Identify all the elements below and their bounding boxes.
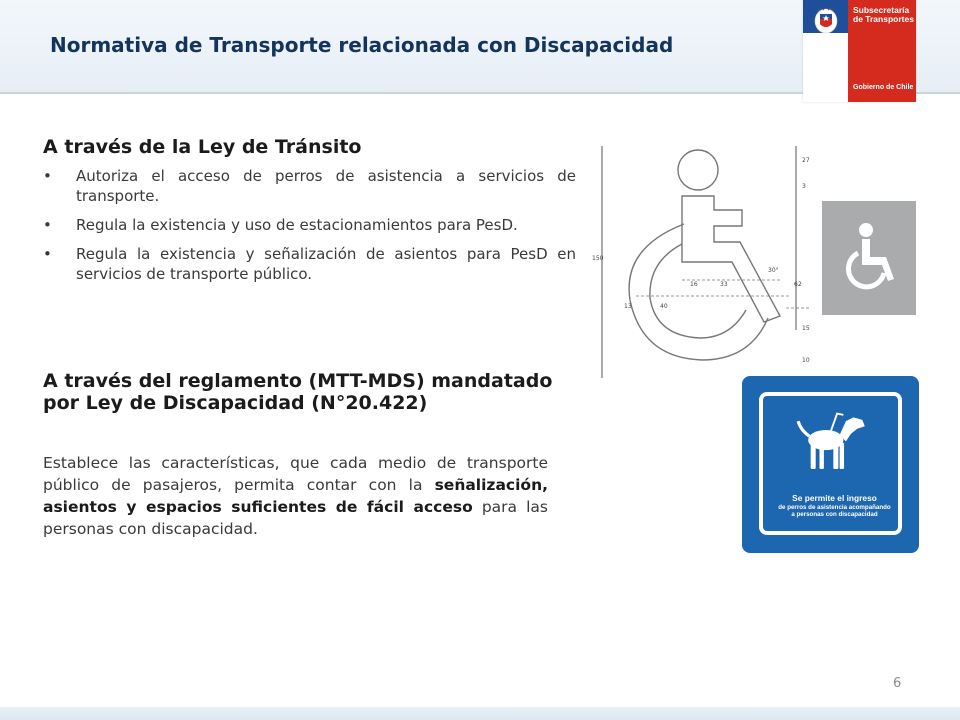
- dim-label: 33: [720, 281, 728, 288]
- dim-label: 40: [660, 303, 668, 310]
- dim-label: 16: [690, 281, 698, 288]
- logo-text-subsecretaria: Subsecretaría de Transportes: [853, 5, 914, 25]
- bullet-list: [43, 166, 576, 293]
- dog-sign-frame: [759, 392, 902, 535]
- dog-sign-caption: [767, 494, 902, 518]
- bullet-text: Autoriza el acceso de perros de asistencia a servicios de transporte.: [76, 167, 576, 205]
- list-item: [43, 244, 576, 284]
- bullet-text: Regula la existencia y uso de estacionamientos para PesD.: [76, 216, 518, 234]
- slide-title: Normativa de Transporte relacionada con Discapacidad: [50, 33, 674, 57]
- section-heading-reglamento: A través del reglamento (MTT-MDS) mandatado por Ley de Discapacidad (N°20.422): [43, 370, 553, 414]
- logo-flag-white: [803, 33, 848, 102]
- bullet-marker: •: [43, 216, 52, 234]
- dim-label: 3: [802, 183, 806, 190]
- page-number: 6: [893, 676, 902, 691]
- para-bold-senalizacion: señalización: [434, 476, 543, 494]
- dim-label: 62: [794, 281, 802, 288]
- dim-label: 15: [802, 325, 810, 332]
- para-text-3: para las personas con discapacidad.: [43, 498, 548, 538]
- bullet-marker: •: [43, 167, 52, 185]
- bullet-marker: •: [43, 245, 52, 263]
- dim-label: 13: [624, 303, 632, 310]
- section-heading-ley-transito: A través de la Ley de Tránsito: [43, 136, 362, 158]
- para-text-1: Establece las características, que cada medio de transporte público de pasajeros, permita contar con la: [43, 454, 548, 494]
- list-item: [43, 166, 576, 206]
- dim-label: 30°: [768, 267, 779, 274]
- dog-sign-line2: de perros de asistencia acompañando: [778, 503, 891, 511]
- reglamento-paragraph: [43, 452, 548, 540]
- accessibility-symbol-technical-drawing: [590, 140, 830, 380]
- dog-sign-line3: a personas con discapacidad: [791, 510, 878, 518]
- bullet-text: Regula la existencia y señalización de asientos para PesD en servicios de transporte público.: [76, 245, 576, 283]
- list-item: [43, 215, 549, 235]
- dim-label: 150: [592, 255, 604, 262]
- para-bold-asientos: asientos y espacios suficientes de fácil acceso: [43, 498, 473, 516]
- ministry-logo: [803, 0, 916, 102]
- footer-band: [0, 707, 960, 720]
- wheelchair-icon: [822, 201, 916, 315]
- dim-label: 27: [802, 157, 810, 164]
- wheelchair-sign: [822, 201, 916, 315]
- dim-label: 10: [802, 357, 810, 364]
- assistance-dog-icon: [763, 396, 898, 486]
- assistance-dog-sign: [742, 376, 919, 553]
- dog-sign-title: Se permite el ingreso: [792, 493, 877, 503]
- logo-text-gobierno: Gobierno de Chile: [853, 84, 914, 91]
- para-comma: ,: [542, 476, 548, 494]
- coat-of-arms-icon: [809, 2, 843, 36]
